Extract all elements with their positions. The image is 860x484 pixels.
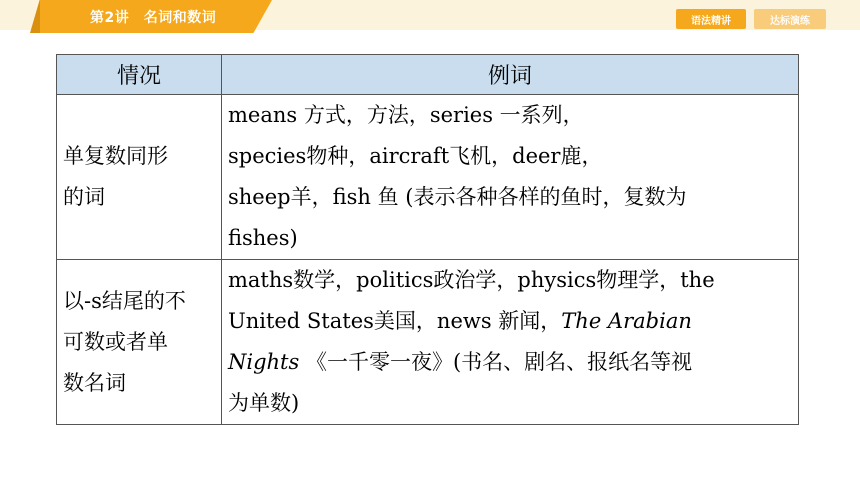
book-title-part2: Nights <box>228 350 300 374</box>
nav-grammar-button[interactable]: 语法精讲 <box>676 9 746 29</box>
header-examples: 例词 <box>222 55 799 95</box>
table-header-row <box>57 55 799 95</box>
example-line <box>228 342 798 383</box>
example-line: fishes) <box>228 226 298 250</box>
example-text: United States美国，news 新闻， <box>228 309 562 333</box>
case-cell <box>57 260 222 425</box>
lesson-title: 第2讲 名词和数词 <box>90 10 217 26</box>
case-cell <box>57 95 222 260</box>
grammar-table <box>56 54 799 425</box>
example-line: sheep羊，fish 鱼 (表示各种各样的鱼时，复数为 <box>228 185 687 209</box>
example-line: maths数学，politics政治学，physics物理学，the <box>228 268 715 292</box>
top-bar <box>0 0 860 36</box>
example-line <box>228 301 798 342</box>
nav-practice-button[interactable]: 达标演练 <box>754 9 826 29</box>
case-line: 单复数同形 <box>63 144 168 168</box>
table-row <box>57 95 799 260</box>
case-line: 的词 <box>63 185 105 209</box>
example-line: 为单数) <box>228 391 300 415</box>
case-line: 可数或者单 <box>63 329 168 354</box>
table-row <box>57 260 799 425</box>
example-cell <box>222 95 799 260</box>
example-cell <box>222 260 799 425</box>
header-case: 情况 <box>57 55 222 95</box>
example-text: 《一千零一夜》(书名、剧名、报纸名等视 <box>305 350 693 374</box>
case-line: 以-s结尾的不 <box>63 288 186 313</box>
example-line: means 方式，方法，series 一系列， <box>228 103 584 127</box>
example-line: species物种，aircraft飞机，deer鹿， <box>228 144 603 168</box>
case-line: 数名词 <box>63 370 126 395</box>
book-title-part1: The Arabian <box>561 309 692 333</box>
